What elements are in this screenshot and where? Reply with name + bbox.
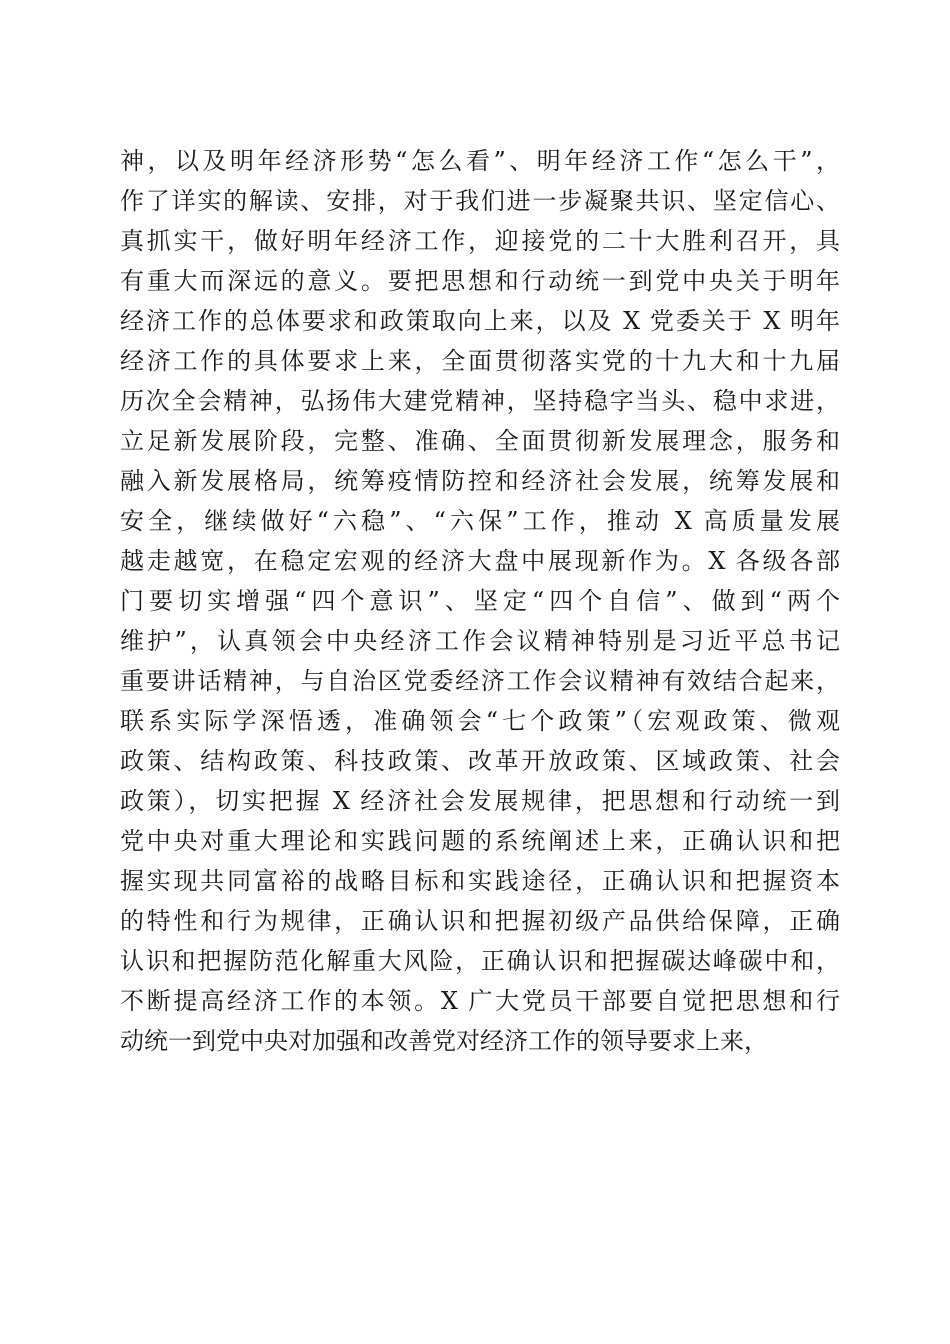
text-line-18: 党中央对重大理论和实践问题的系统阐述上来，正确认识和把	[120, 827, 840, 855]
text-line-8: 立足新发展阶段，完整、准确、全面贯彻新发展理念，服务和	[120, 427, 840, 455]
text-line-12: 门要切实增强“四个意识”、坚定“四个自信”、做到“两个	[120, 587, 840, 615]
text-line-6: 经济工作的具体要求上来，全面贯彻落实党的十九大和十九届	[120, 347, 840, 375]
text-line-17: 政策），切实把握 X 经济社会发展规律，把思想和行动统一到	[120, 787, 840, 815]
text-line-20: 的特性和行为规律，正确认识和把握初级产品供给保障，正确	[120, 907, 840, 935]
text-line-9: 融入新发展格局，统筹疫情防控和经济社会发展，统筹发展和	[120, 467, 840, 495]
text-line-2: 作了详实的解读、安排，对于我们进一步凝聚共识、坚定信心、	[120, 187, 840, 215]
text-line-10: 安全，继续做好“六稳”、“六保”工作，推动 X 高质量发展	[120, 507, 840, 535]
text-line-11: 越走越宽，在稳定宏观的经济大盘中展现新作为。X 各级各部	[120, 547, 840, 575]
text-line-4: 有重大而深远的意义。要把思想和行动统一到党中央关于明年	[120, 267, 840, 295]
text-line-5: 经济工作的总体要求和政策取向上来，以及 X 党委关于 X 明年	[120, 307, 840, 335]
text-line-15: 联系实际学深悟透，准确领会“七个政策”（宏观政策、微观	[120, 707, 840, 735]
text-line-3: 真抓实干，做好明年经济工作，迎接党的二十大胜利召开，具	[120, 227, 840, 255]
text-line-13: 维护”，认真领会中央经济工作会议精神特别是习近平总书记	[120, 627, 840, 655]
text-line-16: 政策、结构政策、科技政策、改革开放政策、区域政策、社会	[120, 747, 840, 775]
body-paragraph	[120, 141, 840, 1061]
text-line-21: 认识和把握防范化解重大风险，正确认识和把握碳达峰碳中和，	[120, 947, 840, 975]
text-line-14: 重要讲话精神，与自治区党委经济工作会议精神有效结合起来，	[120, 667, 840, 695]
text-line-22: 不断提高经济工作的本领。X 广大党员干部要自觉把思想和行	[120, 987, 840, 1015]
text-line-23: 动统一到党中央对加强和改善党对经济工作的领导要求上来，	[120, 1027, 768, 1055]
text-line-19: 握实现共同富裕的战略目标和实践途径，正确认识和把握资本	[120, 867, 840, 895]
text-line-1: 神，以及明年经济形势“怎么看”、明年经济工作“怎么干”，	[120, 147, 840, 175]
text-line-7: 历次全会精神，弘扬伟大建党精神，坚持稳字当头、稳中求进，	[120, 387, 840, 415]
